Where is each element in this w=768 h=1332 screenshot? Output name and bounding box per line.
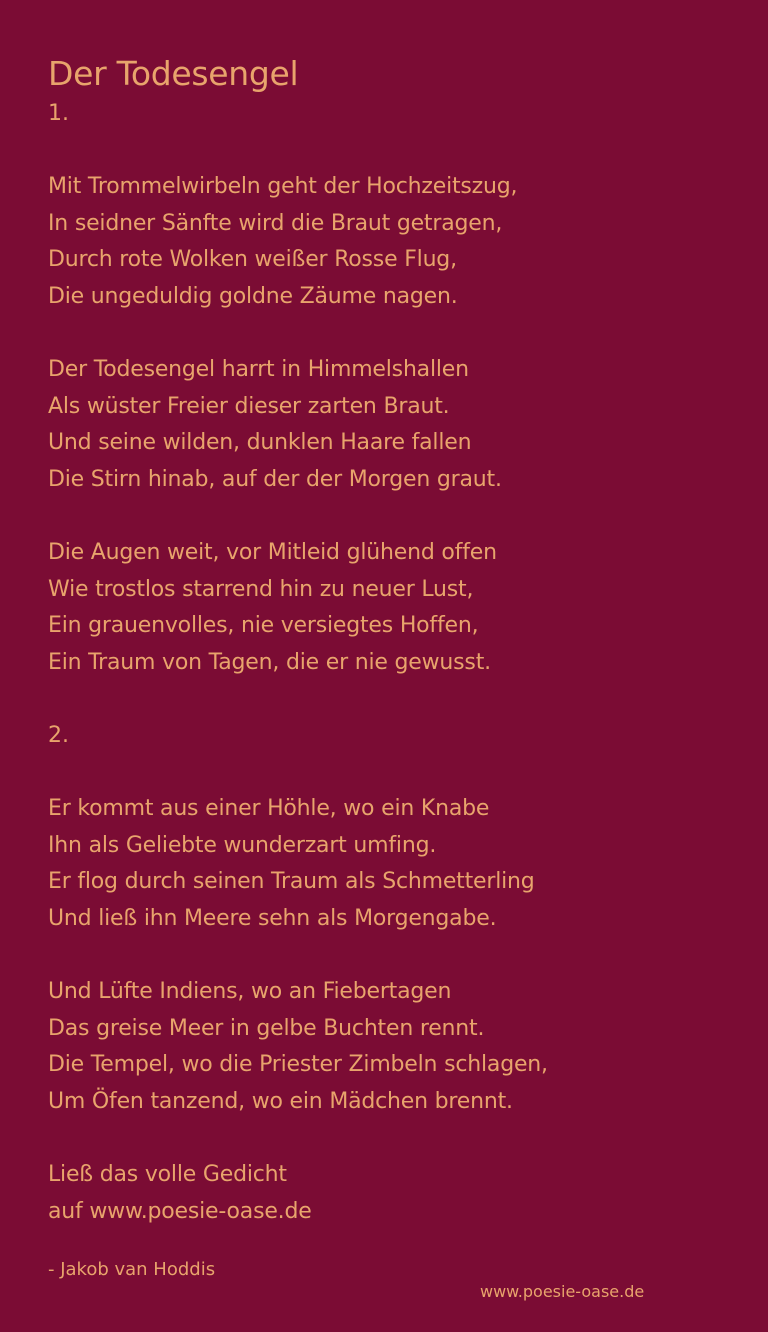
poem-line: Der Todesengel harrt in Himmelshallen (48, 357, 469, 383)
stanza (48, 535, 728, 681)
poem-line: Die ungeduldig goldne Zäume nagen. (48, 283, 458, 309)
spacer (48, 938, 728, 975)
poem-line: In seidner Sänfte wird die Braut getragen, (48, 210, 503, 236)
poem-line: Als wüster Freier dieser zarten Braut. (48, 393, 450, 419)
spacer (48, 682, 728, 719)
poem-line: Ein Traum von Tagen, die er nie gewusst. (48, 649, 491, 675)
poem-line: Um Öfen tanzend, wo ein Mädchen brennt. (48, 1089, 513, 1115)
poem-line: Er kommt aus einer Höhle, wo ein Knabe (48, 796, 490, 822)
poem-line: Und Lüfte Indiens, wo an Fiebertagen (48, 979, 452, 1005)
poem-line: Die Stirn hinab, auf der der Morgen graut. (48, 466, 502, 492)
poem-author: - Jakob van Hoddis (48, 1259, 216, 1280)
poem-line: Durch rote Wolken weißer Rosse Flug, (48, 247, 457, 273)
poem-line: Und seine wilden, dunklen Haare fallen (48, 430, 472, 456)
section-number: 2. (48, 723, 69, 749)
spacer (48, 1121, 728, 1158)
poem-container (48, 52, 728, 1230)
spacer (48, 755, 728, 792)
cta-line: Ließ das volle Gedicht (48, 1162, 287, 1188)
poem-line: Mit Trommelwirbeln geht der Hochzeitszug, (48, 174, 518, 200)
footer-url[interactable]: www.poesie-oase.de (480, 1282, 645, 1301)
poem-line: Ein grauenvolles, nie versiegtes Hoffen, (48, 613, 479, 639)
spacer (48, 499, 728, 536)
poem-line: Er flog durch seinen Traum als Schmetterling (48, 869, 535, 895)
poem-line: Die Augen weit, vor Mitleid glühend offen (48, 540, 497, 566)
stanza (48, 974, 728, 1120)
poem-line: Ihn als Geliebte wunderzart umfing. (48, 832, 437, 858)
stanza (48, 352, 728, 498)
spacer (48, 316, 728, 353)
poem-line: Wie trostlos starrend hin zu neuer Lust, (48, 576, 474, 602)
poem-line: Die Tempel, wo die Priester Zimbeln schlagen, (48, 1052, 548, 1078)
cta-block (48, 1157, 728, 1230)
poem-line: Und ließ ihn Meere sehn als Morgengabe. (48, 906, 497, 932)
poem-line: Das greise Meer in gelbe Buchten rennt. (48, 1015, 485, 1041)
cta-link[interactable]: auf www.poesie-oase.de (48, 1198, 312, 1224)
stanza (48, 169, 728, 315)
poem-title: Der Todesengel (48, 54, 299, 93)
spacer (48, 133, 728, 170)
stanza (48, 791, 728, 937)
section-number: 1. (48, 101, 69, 126)
